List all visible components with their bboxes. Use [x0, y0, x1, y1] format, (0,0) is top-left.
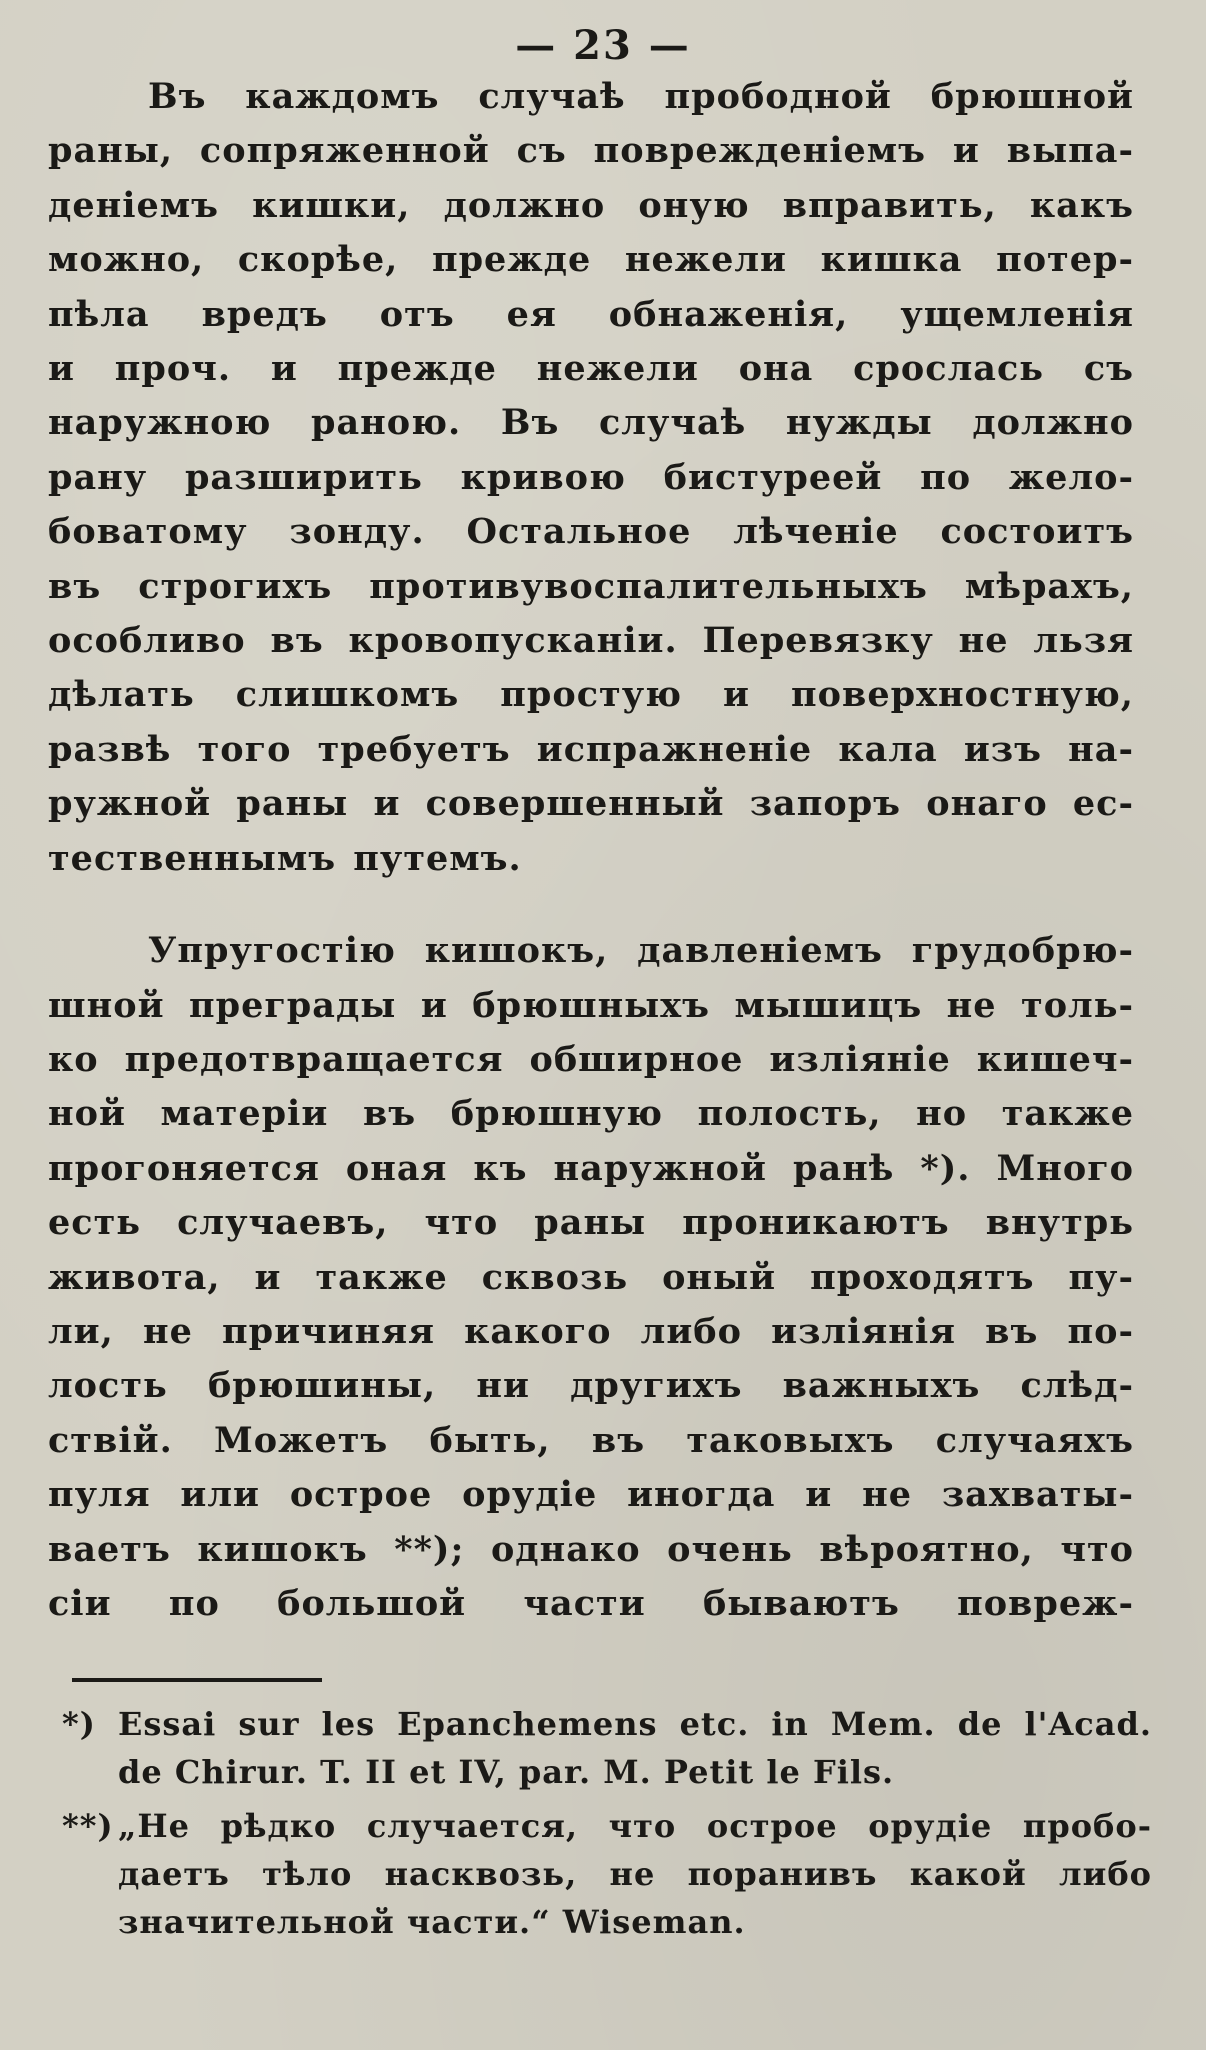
paragraph-2	[48, 924, 1134, 1631]
text-line: лость брюшины, ни другихъ важныхъ слѣд-	[48, 1365, 1134, 1407]
text-line: Въ каждомъ случаѣ прободной брюшной	[148, 76, 1134, 117]
footnote-marker: *)	[62, 1705, 96, 1743]
footnote-line: Essai sur les Epanchemens etc. in Mem. de l'Acad.	[118, 1705, 1152, 1743]
text-line: ствій. Можетъ быть, въ таковыхъ случаяхъ	[48, 1419, 1134, 1461]
text-line: шной преграды и брюшныхъ мышицъ не толь-	[48, 984, 1134, 1026]
main-text	[48, 70, 1134, 1631]
text-line: ли, не причиняя какого либо изліянія въ по-	[48, 1310, 1134, 1352]
text-line: и проч. и прежде нежели она срослась съ	[48, 348, 1134, 390]
text-line: прогоняется оная къ наружной ранѣ *). Много	[48, 1147, 1134, 1189]
text-line: раны, сопряженной съ поврежденіемъ и выпа-	[48, 130, 1134, 172]
footnote-text	[118, 1700, 1152, 1796]
text-line: живота, и также сквозь оный проходятъ пу-	[48, 1256, 1134, 1298]
text-line: боватому зонду. Остальное лѣченіе состоитъ	[48, 511, 1134, 553]
text-line: ружной раны и совершенный запоръ онаго ес-	[48, 783, 1134, 825]
text-line: дѣлать слишкомъ простую и поверхностную,	[48, 674, 1134, 716]
text-line: рану разширить кривою бистуреей по жело-	[48, 456, 1134, 498]
footnote-line: „Не рѣдко случается, что острое орудіе пробо-	[118, 1807, 1152, 1845]
footnote-2	[62, 1802, 1152, 1946]
page-number: — 23 —	[515, 22, 691, 69]
text-line: деніемъ кишки, должно оную вправить, какъ	[48, 184, 1134, 226]
footnote-line: даетъ тѣло насквозь, не поранивъ какой либо	[118, 1855, 1152, 1893]
text-line: можно, скорѣе, прежде нежели кишка потер-	[48, 239, 1134, 281]
footnote-line: значительной части.“ Wiseman.	[118, 1903, 746, 1941]
text-line: ной матеріи въ брюшную полость, но также	[48, 1093, 1134, 1135]
text-line: развѣ того требуетъ испражненіе кала изъ на-	[48, 728, 1134, 770]
text-line: въ строгихъ противувоспалительныхъ мѣрахъ,	[48, 565, 1134, 607]
text-line: тественнымъ путемъ.	[48, 837, 522, 879]
text-line: ваетъ кишокъ **); однако очень вѣроятно, что	[48, 1528, 1134, 1570]
text-line: ко предотвращается обширное изліяніе кишеч-	[48, 1038, 1134, 1080]
text-line: Упругостію кишокъ, давленіемъ грудобрю-	[148, 930, 1134, 972]
footnote-separator	[72, 1678, 322, 1682]
text-line: пѣла вредъ отъ ея обнаженія, ущемленія	[48, 293, 1134, 335]
text-line: есть случаевъ, что раны проникаютъ внутрь	[48, 1202, 1134, 1244]
footnote-marker: **)	[62, 1807, 114, 1845]
text-line: особливо въ кровопусканіи. Перевязку не льзя	[48, 620, 1134, 662]
footnote-line: de Chirur. T. II et IV, par. M. Petit le Fils.	[118, 1753, 895, 1791]
text-line: пуля или острое орудіе иногда и не захваты-	[48, 1474, 1134, 1516]
footnote-text	[118, 1802, 1152, 1946]
text-line: наружною раною. Въ случаѣ нужды должно	[48, 402, 1134, 444]
paragraph-1	[48, 70, 1134, 886]
text-line: сіи по большой части бываютъ повреж-	[48, 1582, 1134, 1624]
footnote-1	[62, 1700, 1152, 1796]
footnotes	[62, 1700, 1152, 1946]
